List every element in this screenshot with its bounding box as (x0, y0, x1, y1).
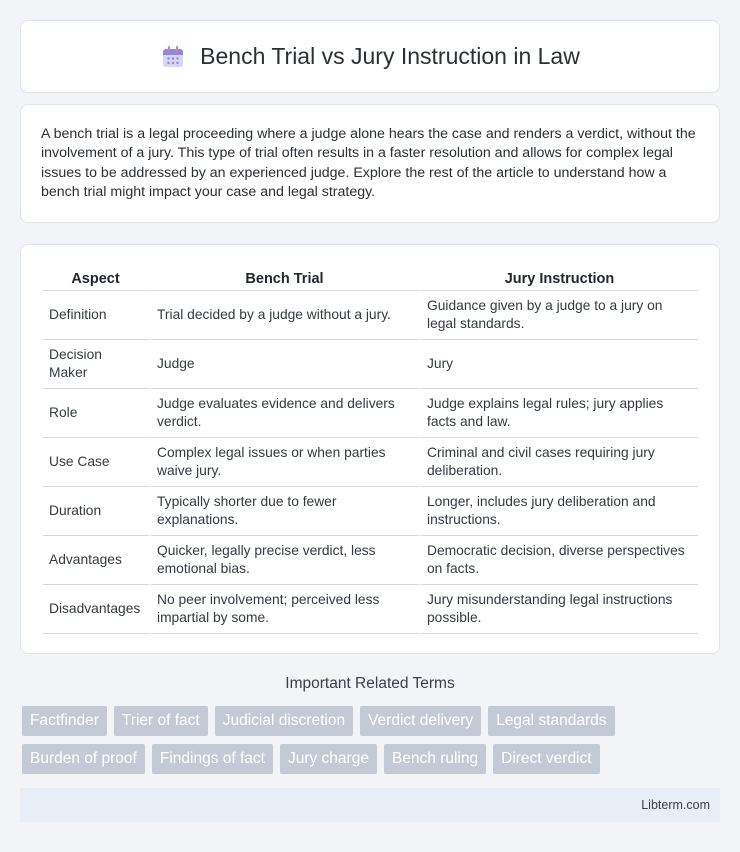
cell-bench-trial: Typically shorter due to fewer explanations. (151, 487, 421, 536)
cell-bench-trial: Trial decided by a judge without a jury. (151, 291, 421, 340)
cell-bench-trial: Judge (151, 340, 421, 389)
header-card (20, 20, 720, 93)
tag-findings-of-fact[interactable]: Findings of fact (152, 744, 273, 774)
calendar-icon (160, 44, 186, 70)
cell-aspect: Duration (43, 487, 151, 536)
header-jury-instruction: Jury Instruction (421, 265, 698, 291)
cell-bench-trial: Judge evaluates evidence and delivers verdict. (151, 389, 421, 438)
cell-jury-instruction: Guidance given by a judge to a jury on legal standards. (421, 291, 698, 340)
intro-paragraph: A bench trial is a legal proceeding where a judge alone hears the case and renders a verdict, without the involvement of a jury. This type of trial often results in a faster resolution and allows for complex legal issues to be addressed by an experienced judge. Explore the rest of the article to understand how a bench trial might impact your case and legal strategy. (41, 126, 696, 200)
tag-verdict-delivery[interactable]: Verdict delivery (360, 706, 481, 736)
cell-aspect: Definition (43, 291, 151, 340)
table-row (43, 438, 698, 487)
tag-jury-charge[interactable]: Jury charge (280, 744, 377, 774)
table-row (43, 389, 698, 438)
cell-aspect: Disadvantages (43, 585, 151, 634)
cell-aspect: Role (43, 389, 151, 438)
cell-jury-instruction: Judge explains legal rules; jury applies facts and law. (421, 389, 698, 438)
page-title: Bench Trial vs Jury Instruction in Law (200, 43, 580, 69)
table-row (43, 585, 698, 634)
table-row (43, 487, 698, 536)
table-row (43, 536, 698, 585)
tag-bench-ruling[interactable]: Bench ruling (384, 744, 486, 774)
table-header-row (43, 265, 698, 291)
tag-legal-standards[interactable]: Legal standards (488, 706, 614, 736)
cell-jury-instruction: Democratic decision, diverse perspectives on facts. (421, 536, 698, 585)
footer-site-link[interactable]: Libterm.com (641, 798, 710, 812)
cell-jury-instruction: Jury (421, 340, 698, 389)
header-aspect: Aspect (43, 265, 151, 291)
comparison-table (43, 265, 698, 634)
cell-jury-instruction: Criminal and civil cases requiring jury deliberation. (421, 438, 698, 487)
cell-aspect: Decision Maker (43, 340, 151, 389)
tag-direct-verdict[interactable]: Direct verdict (493, 744, 599, 774)
cell-jury-instruction: Jury misunderstanding legal instructions possible. (421, 585, 698, 634)
tag-trier-of-fact[interactable]: Trier of fact (114, 706, 208, 736)
cell-aspect: Advantages (43, 536, 151, 585)
table-row (43, 340, 698, 389)
cell-bench-trial: Quicker, legally precise verdict, less emotional bias. (151, 536, 421, 585)
cell-jury-instruction: Longer, includes jury deliberation and instructions. (421, 487, 698, 536)
cell-bench-trial: Complex legal issues or when parties waive jury. (151, 438, 421, 487)
related-terms-tags (22, 706, 722, 774)
intro-card (20, 104, 720, 223)
header-bench-trial: Bench Trial (151, 265, 421, 291)
tag-factfinder[interactable]: Factfinder (22, 706, 107, 736)
related-terms-title: Important Related Terms (285, 675, 455, 692)
cell-aspect: Use Case (43, 438, 151, 487)
table-row (43, 291, 698, 340)
cell-bench-trial: No peer involvement; perceived less impartial by some. (151, 585, 421, 634)
comparison-table-card (20, 244, 720, 654)
tag-judicial-discretion[interactable]: Judicial discretion (215, 706, 353, 736)
footer (20, 788, 720, 822)
tag-burden-of-proof[interactable]: Burden of proof (22, 744, 145, 774)
